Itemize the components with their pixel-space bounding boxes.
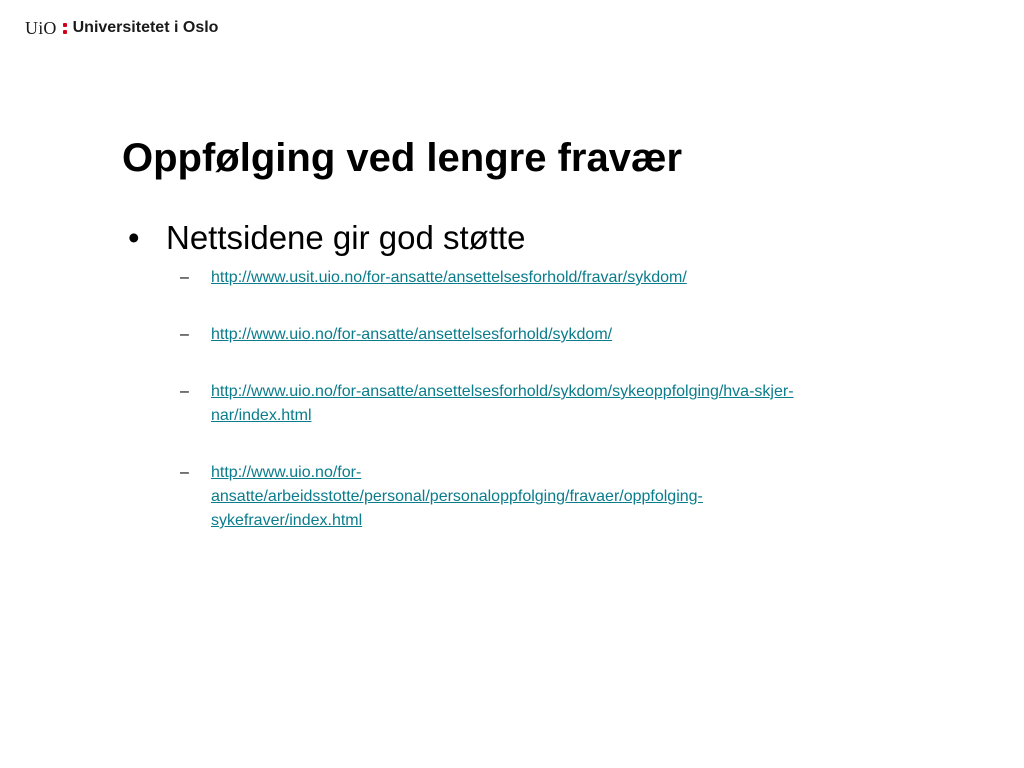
link-line: http://www.uio.no/for-ansatte/ansettelsesforhold/sykdom/sykeoppfolging/hva-skjer- (211, 383, 794, 400)
link-line: ansatte/arbeidsstotte/personal/personaloppfolging/fravaer/oppfolging- (211, 488, 703, 505)
dash-marker: – (180, 464, 189, 481)
link-line: http://www.uio.no/for- (211, 464, 362, 481)
logo-name: Universitetet i Oslo (72, 19, 219, 36)
dash-marker: – (180, 383, 189, 400)
slide-title: Oppfølging ved lengre fravær (122, 136, 683, 180)
link-usit-sykdom[interactable] (211, 266, 687, 290)
bullet-marker: • (128, 219, 140, 256)
bullet-item (128, 216, 526, 260)
link-personaloppfolging[interactable] (211, 461, 703, 533)
link-list-item (180, 323, 612, 347)
link-sykeoppfolging[interactable] (211, 380, 794, 428)
link-line: sykefraver/index.html (211, 512, 363, 529)
logo-prefix: UiO (25, 17, 57, 38)
uio-logo (25, 16, 218, 40)
link-list-item (180, 380, 794, 428)
link-uio-sykdom[interactable] (211, 323, 612, 347)
logo-mark-icon (63, 19, 67, 37)
dash-marker: – (180, 269, 189, 286)
link-line: http://www.usit.uio.no/for-ansatte/ansettelsesforhold/fravar/sykdom/ (211, 269, 687, 286)
link-list-item (180, 266, 687, 290)
dash-marker: – (180, 326, 189, 343)
link-line: nar/index.html (211, 407, 312, 424)
bullet-text: Nettsidene gir god støtte (166, 219, 526, 256)
link-list-item (180, 461, 703, 533)
link-line: http://www.uio.no/for-ansatte/ansettelsesforhold/sykdom/ (211, 326, 613, 343)
